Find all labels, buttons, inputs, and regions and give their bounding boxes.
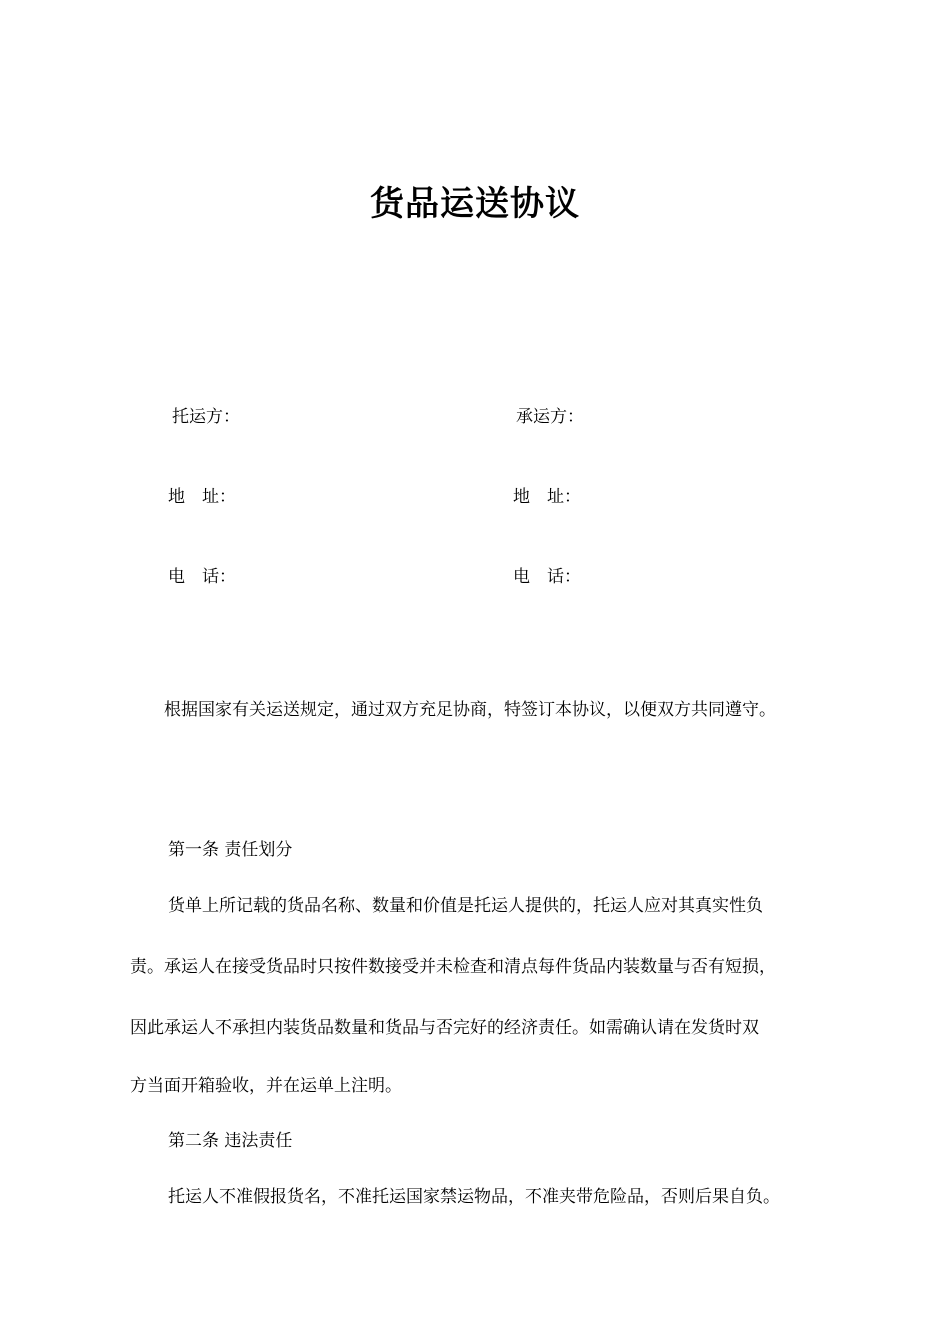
article-2-title: 第二条 违法责任 (168, 1131, 293, 1151)
consignor-address-label: 地 址： (168, 487, 236, 507)
carrier-phone-label: 电 话： (513, 567, 581, 587)
carrier-label: 承运方： (516, 407, 584, 427)
carrier-address-label: 地 址： (513, 487, 581, 507)
article-1-title: 第一条 责任划分 (168, 840, 293, 860)
article-1-line: 货单上所记载的货品名称、数量和价值是托运人提供的，托运人应对其真实性负 (168, 896, 763, 916)
intro-paragraph: 根据国家有关运送规定，通过双方充足协商，特签订本协议，以便双方共同遵守。 (164, 700, 776, 720)
article-1-line: 因此承运人不承担内装货品数量和货品与否完好的经济责任。如需确认请在发货时双 (130, 1018, 759, 1038)
consignor-phone-label: 电 话： (168, 567, 236, 587)
article-1-line: 方当面开箱验收，并在运单上注明。 (130, 1076, 402, 1096)
document-title: 货品运送协议 (370, 184, 580, 224)
consignor-label: 托运方： (172, 407, 240, 427)
article-1-line: 责。承运人在接受货品时只按件数接受并未检查和清点每件货品内装数量与否有短损， (130, 957, 776, 977)
article-2-line: 托运人不准假报货名，不准托运国家禁运物品，不准夹带危险品，否则后果自负。 (168, 1187, 780, 1207)
